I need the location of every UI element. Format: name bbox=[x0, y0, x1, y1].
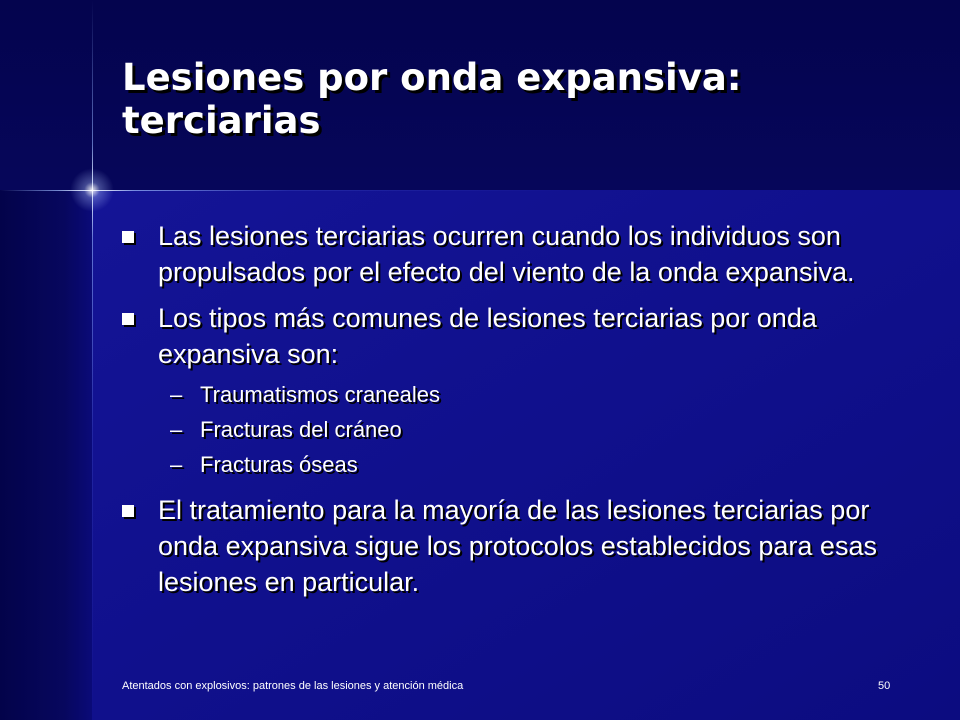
square-bullet-icon bbox=[122, 313, 134, 325]
slide-footer: Atentados con explosivos: patrones de las lesiones y atención médica bbox=[122, 680, 464, 692]
bullet-item bbox=[120, 218, 910, 290]
bullet-item bbox=[120, 300, 910, 372]
sub-bullet-item bbox=[120, 382, 910, 408]
bullet-item bbox=[120, 492, 910, 600]
dash-bullet-icon: – bbox=[170, 382, 183, 407]
slide-content bbox=[120, 218, 910, 610]
sub-bullet-list bbox=[120, 382, 910, 478]
sub-bullet-text: Fracturas óseas bbox=[200, 452, 358, 477]
star-flare-horizontal bbox=[0, 190, 960, 191]
slide-title: Lesiones por onda expansiva: terciarias bbox=[122, 56, 742, 142]
star-flare-icon bbox=[70, 168, 114, 212]
sub-bullet-text: Fracturas del cráneo bbox=[200, 417, 402, 442]
dash-bullet-icon: – bbox=[170, 452, 183, 477]
page-number: 50 bbox=[878, 680, 891, 692]
dash-bullet-icon: – bbox=[170, 417, 183, 442]
sub-bullet-text: Traumatismos craneales bbox=[200, 382, 441, 407]
sub-bullet-item bbox=[120, 417, 910, 443]
sub-bullet-item bbox=[120, 452, 910, 478]
bullet-text: Los tipos más comunes de lesiones terciarias por onda expansiva son: bbox=[158, 303, 817, 369]
star-flare-vertical bbox=[92, 0, 93, 720]
square-bullet-icon bbox=[122, 505, 134, 517]
bullet-text: Las lesiones terciarias ocurren cuando los individuos son propulsados por el efecto del viento de la onda expansiva. bbox=[158, 221, 855, 287]
bullet-text: El tratamiento para la mayoría de las lesiones terciarias por onda expansiva sigue los protocolos establecidos para esas lesiones en particular. bbox=[158, 495, 877, 597]
square-bullet-icon bbox=[122, 231, 134, 243]
